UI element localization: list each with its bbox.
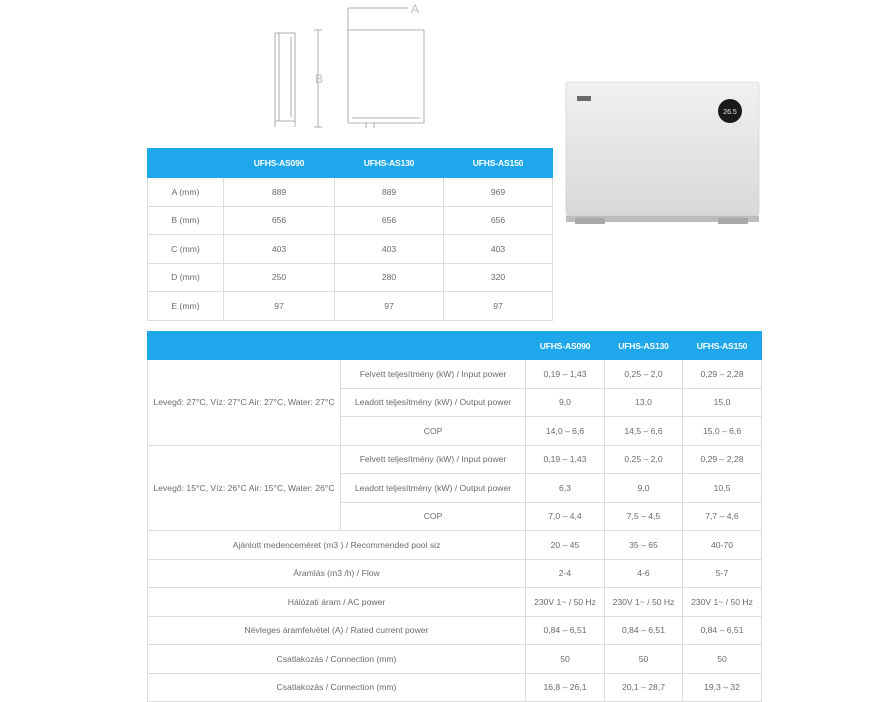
table-cell: 889 <box>335 178 444 207</box>
row-label: A (mm) <box>148 178 224 207</box>
row-label: Felvett teljesítmény (kW) / Input power <box>341 445 526 474</box>
header-cell: UFHS-AS130 <box>335 149 444 178</box>
table-cell: 0,84 – 6,51 <box>605 616 683 645</box>
condition-cell: Levegő: 27°C, Víz: 27°C Air: 27°C, Water: 27°C <box>148 360 341 446</box>
table-cell: 0,25 – 2,0 <box>605 360 683 389</box>
row-label: C (mm) <box>148 235 224 264</box>
table-row <box>148 588 762 617</box>
table-row <box>148 292 553 321</box>
row-label: B (mm) <box>148 206 224 235</box>
table-header-row <box>148 332 762 360</box>
table-header-row <box>148 149 553 178</box>
table-cell: 230V 1~ / 50 Hz <box>526 588 605 617</box>
table-row <box>148 673 762 702</box>
row-label: Leadott teljesítmény (kW) / Output power <box>341 474 526 503</box>
table-cell: 40-70 <box>683 531 762 560</box>
table-row <box>148 206 553 235</box>
table-cell: 14,0 – 6,6 <box>526 417 605 446</box>
heat-pump-image <box>563 80 761 226</box>
table-cell: 2-4 <box>526 559 605 588</box>
table-row <box>148 559 762 588</box>
table-cell: 50 <box>683 645 762 674</box>
table-cell: 0,29 – 2,28 <box>683 360 762 389</box>
table-cell: 15,0 – 6,6 <box>683 417 762 446</box>
row-label: COP <box>341 502 526 531</box>
header-cell <box>148 332 341 360</box>
table-cell: 0,19 – 1,43 <box>526 445 605 474</box>
header-cell: UFHS-AS090 <box>526 332 605 360</box>
table-cell: 0,84 – 6,51 <box>526 616 605 645</box>
dimensions-table <box>147 148 553 321</box>
header-cell: UFHS-AS130 <box>605 332 683 360</box>
table-cell: 656 <box>444 206 553 235</box>
table-cell: 403 <box>335 235 444 264</box>
table-cell: 969 <box>444 178 553 207</box>
table-cell: 4-6 <box>605 559 683 588</box>
row-label: Leadott teljesítmény (kW) / Output power <box>341 388 526 417</box>
table-cell: 15,0 <box>683 388 762 417</box>
table-row <box>148 531 762 560</box>
table-row <box>148 178 553 207</box>
table-cell: 20,1 – 28,7 <box>605 673 683 702</box>
table-row <box>148 645 762 674</box>
table-cell: 403 <box>224 235 335 264</box>
row-label: Hálózati áram / AC power <box>148 588 526 617</box>
table-cell: 7,7 – 4,6 <box>683 502 762 531</box>
table-cell: 889 <box>224 178 335 207</box>
brand-logo <box>577 96 591 101</box>
table-cell: 10,5 <box>683 474 762 503</box>
row-label: Felvett teljesítmény (kW) / Input power <box>341 360 526 389</box>
table-cell: 280 <box>335 263 444 292</box>
condition-cell: Levegő: 15°C, Víz: 26°C Air: 15°C, Water: 26°C <box>148 445 341 531</box>
table-cell: 9,0 <box>526 388 605 417</box>
table-cell: 7,5 – 4,5 <box>605 502 683 531</box>
header-cell: UFHS-AS150 <box>444 149 553 178</box>
table-cell: 403 <box>444 235 553 264</box>
table-cell: 250 <box>224 263 335 292</box>
table-cell: 13,0 <box>605 388 683 417</box>
row-label: E (mm) <box>148 292 224 321</box>
table-cell: 656 <box>224 206 335 235</box>
table-cell: 7,0 – 4,4 <box>526 502 605 531</box>
table-cell: 320 <box>444 263 553 292</box>
row-label: Áramlás (m3 /h) / Flow <box>148 559 526 588</box>
table-cell: 656 <box>335 206 444 235</box>
header-cell: UFHS-AS150 <box>683 332 762 360</box>
table-cell: 230V 1~ / 50 Hz <box>683 588 762 617</box>
table-cell: 0,84 – 6,51 <box>683 616 762 645</box>
header-cell: UFHS-AS090 <box>224 149 335 178</box>
table-cell: 97 <box>335 292 444 321</box>
table-cell: 14,5 – 6,6 <box>605 417 683 446</box>
table-cell: 9,0 <box>605 474 683 503</box>
row-label: COP <box>341 417 526 446</box>
table-cell: 35 – 65 <box>605 531 683 560</box>
row-label: Csatlakozás / Connection (mm) <box>148 673 526 702</box>
table-cell: 19,3 – 32 <box>683 673 762 702</box>
table-row <box>148 235 553 264</box>
row-label: D (mm) <box>148 263 224 292</box>
table-cell: 5-7 <box>683 559 762 588</box>
table-row <box>148 263 553 292</box>
table-cell: 230V 1~ / 50 Hz <box>605 588 683 617</box>
table-cell: 0,19 – 1,43 <box>526 360 605 389</box>
table-cell: 0,25 – 2,0 <box>605 445 683 474</box>
dimension-drawing <box>266 0 436 132</box>
table-cell: 16,8 – 26,1 <box>526 673 605 702</box>
row-label: Névleges áramfelvétel (A) / Rated current power <box>148 616 526 645</box>
table-cell: 0,29 – 2,28 <box>683 445 762 474</box>
table-row <box>148 445 762 474</box>
label-a: A <box>411 2 420 16</box>
header-cell <box>341 332 526 360</box>
table-cell: 97 <box>224 292 335 321</box>
table-cell: 6,3 <box>526 474 605 503</box>
table-cell: 97 <box>444 292 553 321</box>
label-b: B <box>315 72 324 86</box>
header-cell <box>148 149 224 178</box>
table-cell: 20 – 45 <box>526 531 605 560</box>
table-row <box>148 360 762 389</box>
specification-table <box>147 331 762 702</box>
table-row <box>148 616 762 645</box>
table-cell: 50 <box>605 645 683 674</box>
row-label: Ajánlott medenceméret (m3 ) / Recommended pool siz <box>148 531 526 560</box>
display-readout: 26.5 <box>723 109 737 116</box>
row-label: Csatlakozás / Connection (mm) <box>148 645 526 674</box>
table-cell: 50 <box>526 645 605 674</box>
